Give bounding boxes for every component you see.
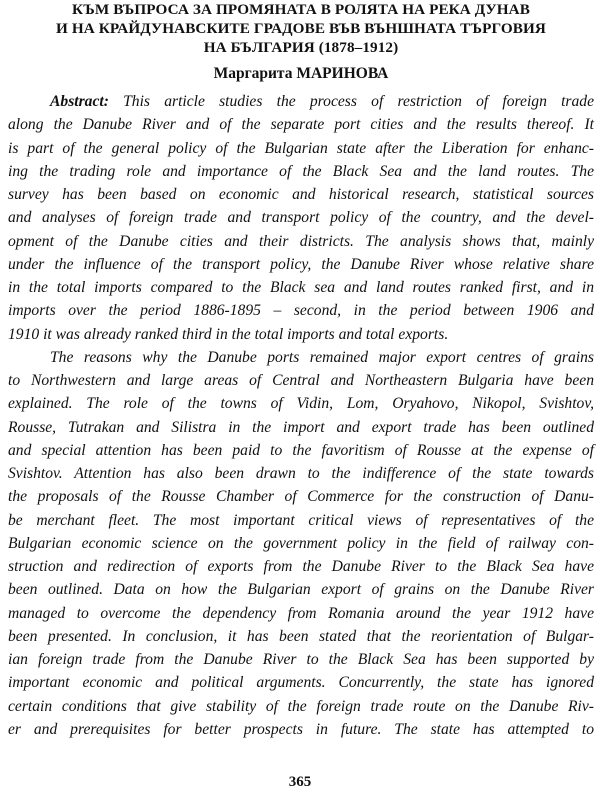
title-line-3: НА БЪЛГАРИЯ (1878–1912) bbox=[203, 39, 399, 56]
abstract-line: the proposals of the Rousse Chamber of Commerce for the construction of Danu- bbox=[8, 488, 594, 506]
abstract-label: Abstract: bbox=[50, 93, 109, 110]
title-line-1: КЪМ ВЪПРОСА ЗА ПРОМЯНАТА В РОЛЯТА НА РЕКА ДУНАВ bbox=[72, 1, 530, 18]
abstract-line: is part of the general policy of the Bulgarian state after the Liberation for enhanc- bbox=[8, 139, 594, 157]
abstract-line: ian foreign trade from the Danube River to the Black Sea has been supported by bbox=[8, 651, 594, 668]
abstract-line: certain conditions that give stability of the foreign trade route on the Danube Riv- bbox=[8, 697, 594, 715]
abstract-line: The reasons why the Danube ports remained major export centres of grains bbox=[50, 348, 594, 366]
author-name: Маргарита МАРИНОВА bbox=[213, 65, 389, 82]
abstract-line: Rousse, Tutrakan and Silistra in the import and export trade has been outlined bbox=[8, 418, 594, 436]
abstract-line: er and prerequisites for better prospects in future. The state has attempted to bbox=[8, 720, 594, 738]
abstract-line: along the Danube River and of the separate port cities and the results thereof. It bbox=[8, 116, 594, 134]
abstract-body bbox=[8, 90, 594, 741]
abstract-line: explained. The role of the towns of Vidin, Lom, Oryahovo, Nikopol, Svishtov, bbox=[8, 395, 594, 413]
abstract-line: survey has been based on economic and historical research, statistical sources bbox=[8, 186, 594, 203]
abstract-line: struction and redirection of exports from the Danube River to the Black Sea have bbox=[8, 558, 594, 575]
abstract-line: in the total imports compared to the Black sea and land routes ranked first, and in bbox=[8, 279, 594, 296]
abstract-line: been outlined. Data on how the Bulgarian export of grains on the Danube River bbox=[8, 581, 594, 599]
abstract-line: and analyses of foreign trade and transport policy of the country, and the devel- bbox=[8, 209, 594, 227]
abstract-line: Bulgarian economic science on the government policy in the field of railway con- bbox=[8, 534, 594, 552]
page-number: 365 bbox=[288, 774, 312, 790]
abstract-line: ing the trading role and importance of the Black Sea and the land routes. The bbox=[8, 162, 594, 180]
abstract-line: 1910 it was already ranked third in the total imports and total exports. bbox=[8, 325, 449, 343]
abstract-line: imports over the period 1886-1895 – second, in the period between 1906 and bbox=[8, 302, 594, 320]
abstract-line: been presented. In conclusion, it has been stated that the reorientation of Bulgar- bbox=[8, 627, 594, 645]
title-line-2: И НА КРАЙДУНАВСКИТЕ ГРАДОВЕ ВЪВ ВЪНШНАТА ТЪРГОВИЯ bbox=[56, 20, 546, 37]
abstract-line: under the influence of the transport policy, the Danube River whose relative share bbox=[8, 255, 594, 273]
article-title bbox=[8, 0, 594, 57]
abstract-line: managed to overcome the dependency from Romania around the year 1912 have bbox=[8, 604, 594, 622]
abstract-line: opment of the Danube cities and their districts. The analysis shows that, mainly bbox=[8, 232, 594, 250]
abstract-line: and special attention has been paid to the favoritism of Rousse at the expense of bbox=[8, 441, 594, 459]
abstract-line: Abstract: This article studies the process of restriction of foreign trade bbox=[50, 93, 594, 110]
abstract-line: be merchant fleet. The most important critical views of representatives of the bbox=[8, 511, 594, 529]
abstract-line: Svishtov. Attention has also been drawn to the indifference of the state towards bbox=[8, 465, 594, 482]
abstract-line: important economic and political arguments. Concurrently, the state has ignored bbox=[8, 674, 594, 692]
abstract-line: to Northwestern and large areas of Central and Northeastern Bulgaria have been bbox=[8, 372, 594, 389]
